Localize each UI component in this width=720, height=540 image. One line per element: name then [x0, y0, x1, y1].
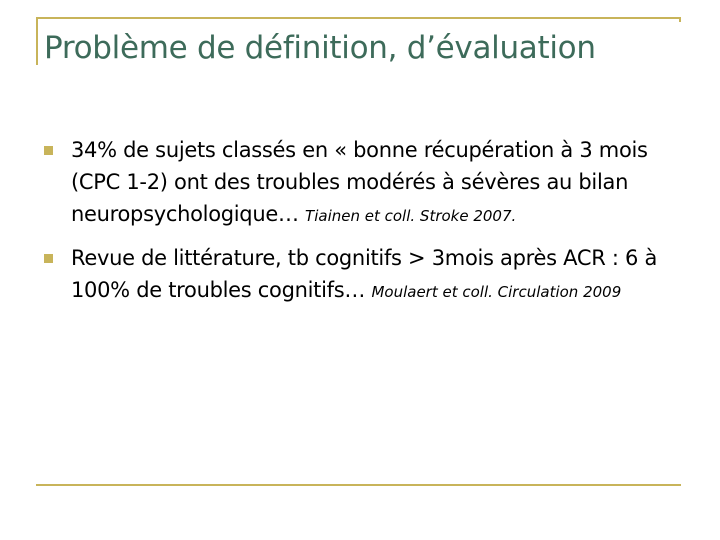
- bullet-list: [44, 134, 694, 308]
- square-bullet-icon: [44, 146, 53, 155]
- bullet-text: 34% de sujets classés en « bonne récupération à 3 mois (CPC 1-2) ont des troubles modérés à sévères au bilan neuropsychologique…: [71, 138, 648, 226]
- frame-corner-tick: [679, 17, 681, 22]
- bullet-citation: Moulaert et coll. Circulation 2009: [371, 283, 622, 301]
- frame-left-line: [36, 17, 38, 65]
- bullet-text: Revue de littérature, tb cognitifs > 3mois après ACR : 6 à 100% de troubles cognitifs…: [71, 246, 658, 302]
- bullet-citation: Tiainen et coll. Stroke 2007.: [305, 207, 517, 225]
- bullet-item: [44, 242, 694, 308]
- frame-top-line: [36, 17, 681, 19]
- bullet-item: [44, 134, 694, 232]
- slide-title: Problème de définition, d’évaluation: [44, 30, 596, 66]
- square-bullet-icon: [44, 254, 53, 263]
- frame-bottom-line: [36, 484, 681, 486]
